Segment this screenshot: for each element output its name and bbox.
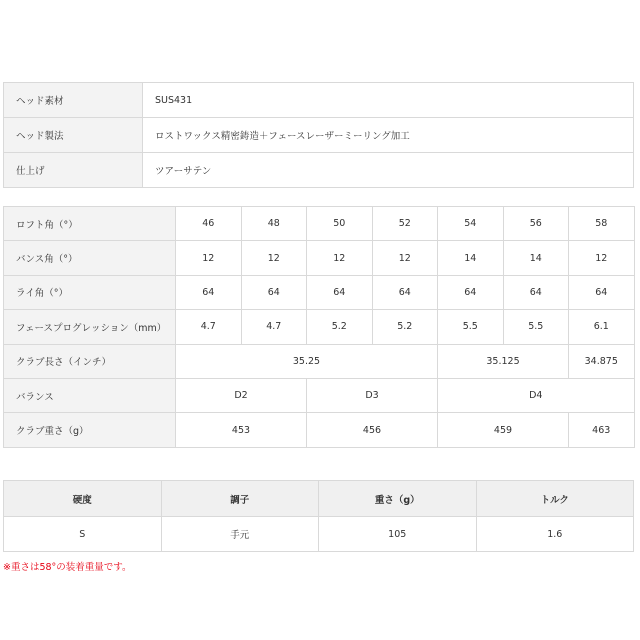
table-row [4, 413, 635, 447]
table-cell: 52 [372, 207, 438, 241]
table-cell: 46 [176, 207, 242, 241]
table-cell: 58 [569, 207, 635, 241]
table-cell: 4.7 [176, 310, 242, 344]
table-cell: 6.1 [569, 310, 635, 344]
table-row [4, 344, 635, 378]
table-cell: 5.2 [307, 310, 373, 344]
table-row [4, 153, 634, 188]
table-row [4, 378, 635, 412]
table-cell: 34.875 [569, 344, 635, 378]
row-label: ヘッド素材 [4, 83, 143, 118]
table-cell: 14 [503, 241, 569, 275]
table-cell: S [4, 517, 162, 552]
row-label: ライ角（°） [4, 275, 176, 309]
table-cell: 459 [438, 413, 569, 447]
table-row [4, 118, 634, 153]
table-cell: 5.5 [503, 310, 569, 344]
column-header: 重さ（g） [319, 481, 477, 517]
table-row [4, 310, 635, 344]
table-cell: 453 [176, 413, 307, 447]
table-cell: 12 [569, 241, 635, 275]
column-header: 硬度 [4, 481, 162, 517]
table-row [4, 83, 634, 118]
row-label: ロフト角（°） [4, 207, 176, 241]
table-cell: D4 [438, 378, 635, 412]
shaft-table [3, 480, 634, 552]
row-label: バンス角（°） [4, 241, 176, 275]
table-cell: 105 [319, 517, 477, 552]
row-label: フェースプログレッション（mm） [4, 310, 176, 344]
table-cell: 64 [176, 275, 242, 309]
column-header: 調子 [161, 481, 319, 517]
table-cell: 1.6 [476, 517, 634, 552]
table-cell: 4.7 [241, 310, 307, 344]
table-header-row [4, 481, 634, 517]
table-cell: 5.5 [438, 310, 504, 344]
row-value: SUS431 [143, 83, 634, 118]
table-cell: 手元 [161, 517, 319, 552]
table-cell: 12 [241, 241, 307, 275]
table-cell: 456 [307, 413, 438, 447]
table-cell: 35.125 [438, 344, 569, 378]
table-row [4, 207, 635, 241]
table-cell: 56 [503, 207, 569, 241]
table-cell: D2 [176, 378, 307, 412]
table-row [4, 275, 635, 309]
table-cell: 64 [438, 275, 504, 309]
table-cell: 64 [372, 275, 438, 309]
row-value: ツアーサテン [143, 153, 634, 188]
table-cell: 64 [241, 275, 307, 309]
table-cell: D3 [307, 378, 438, 412]
table-cell: 463 [569, 413, 635, 447]
column-header: トルク [476, 481, 634, 517]
table-cell: 35.25 [176, 344, 438, 378]
table-cell: 48 [241, 207, 307, 241]
row-label: クラブ重さ（g） [4, 413, 176, 447]
row-value: ロストワックス精密鋳造＋フェースレーザーミーリング加工 [143, 118, 634, 153]
weight-note: ※重さは58°の装着重量です。 [3, 562, 132, 573]
table-cell: 12 [372, 241, 438, 275]
table-cell: 64 [503, 275, 569, 309]
table-row [4, 517, 634, 552]
row-label: クラブ長さ（インチ） [4, 344, 176, 378]
row-label: 仕上げ [4, 153, 143, 188]
table-cell: 64 [569, 275, 635, 309]
table-cell: 50 [307, 207, 373, 241]
table-cell: 5.2 [372, 310, 438, 344]
row-label: バランス [4, 378, 176, 412]
table-cell: 64 [307, 275, 373, 309]
table-cell: 12 [307, 241, 373, 275]
row-label: ヘッド製法 [4, 118, 143, 153]
head-material-table [3, 82, 634, 188]
table-cell: 54 [438, 207, 504, 241]
table-cell: 12 [176, 241, 242, 275]
table-cell: 14 [438, 241, 504, 275]
table-row [4, 241, 635, 275]
spec-table [3, 206, 635, 448]
